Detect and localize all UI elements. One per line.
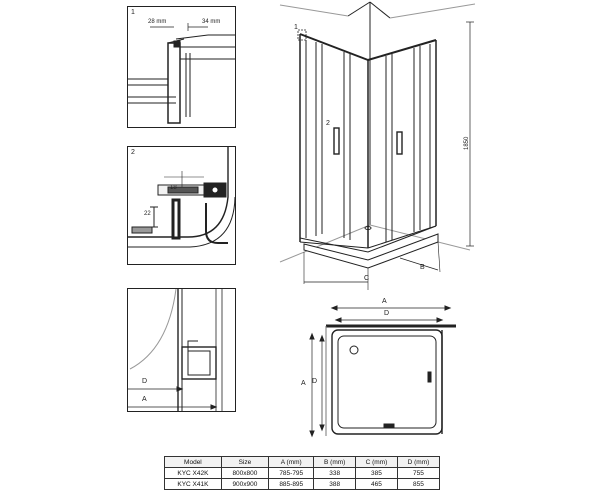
cell-b: 338 [314,468,355,479]
cell-b: 388 [314,479,355,490]
cell-model: KYC X42K [165,468,222,479]
cell-d: 755 [397,468,439,479]
dim-b-label: B [420,264,425,271]
detail-2-dim-b: 22 [144,211,151,217]
header-model: Model [165,457,222,468]
cell-a: 785-795 [269,468,314,479]
header-d: D (mm) [397,457,439,468]
cell-c: 385 [355,468,397,479]
detail-1-label: 1 [131,9,135,16]
detail-2-dim-a: 18 [170,185,177,191]
corner-detail-drawing [128,289,235,411]
cell-size: 900x900 [221,479,268,490]
plan-dim-d-side: D [312,378,318,385]
detail-2-label: 2 [131,149,135,156]
spec-table-header-row [165,457,440,468]
callout-1: 1 [294,24,298,31]
plan-dim-a-top: A [382,298,387,305]
header-c: C (mm) [355,457,397,468]
header-a: A (mm) [269,457,314,468]
detail-1-dim-b: 34 mm [202,19,221,25]
profile-top-detail-drawing [128,7,235,127]
detail-3-dim-a: A [142,396,147,403]
table-row [165,468,440,479]
height-dimension: 1850 [464,136,470,150]
cell-model: KYC X41K [165,479,222,490]
spec-table [164,456,440,490]
cell-c: 465 [355,479,397,490]
header-size: Size [221,457,268,468]
roller-detail-drawing [128,147,235,264]
dim-c-label: C [364,275,370,282]
detail-panel-3 [127,288,236,412]
plan-dim-d-top: D [384,310,390,317]
detail-1-dim-a: 28 mm [148,19,167,25]
shower-tray-plan-view [300,296,460,446]
detail-panel-2 [127,146,236,265]
cell-size: 800x800 [221,468,268,479]
detail-3-dim-d: D [142,378,148,385]
shower-enclosure-perspective [270,0,490,290]
table-row [165,479,440,490]
detail-panel-1 [127,6,236,128]
plan-dim-a-side: A [301,380,306,387]
cell-a: 885-895 [269,479,314,490]
cell-d: 855 [397,479,439,490]
header-b: B (mm) [314,457,355,468]
callout-2: 2 [326,120,330,127]
